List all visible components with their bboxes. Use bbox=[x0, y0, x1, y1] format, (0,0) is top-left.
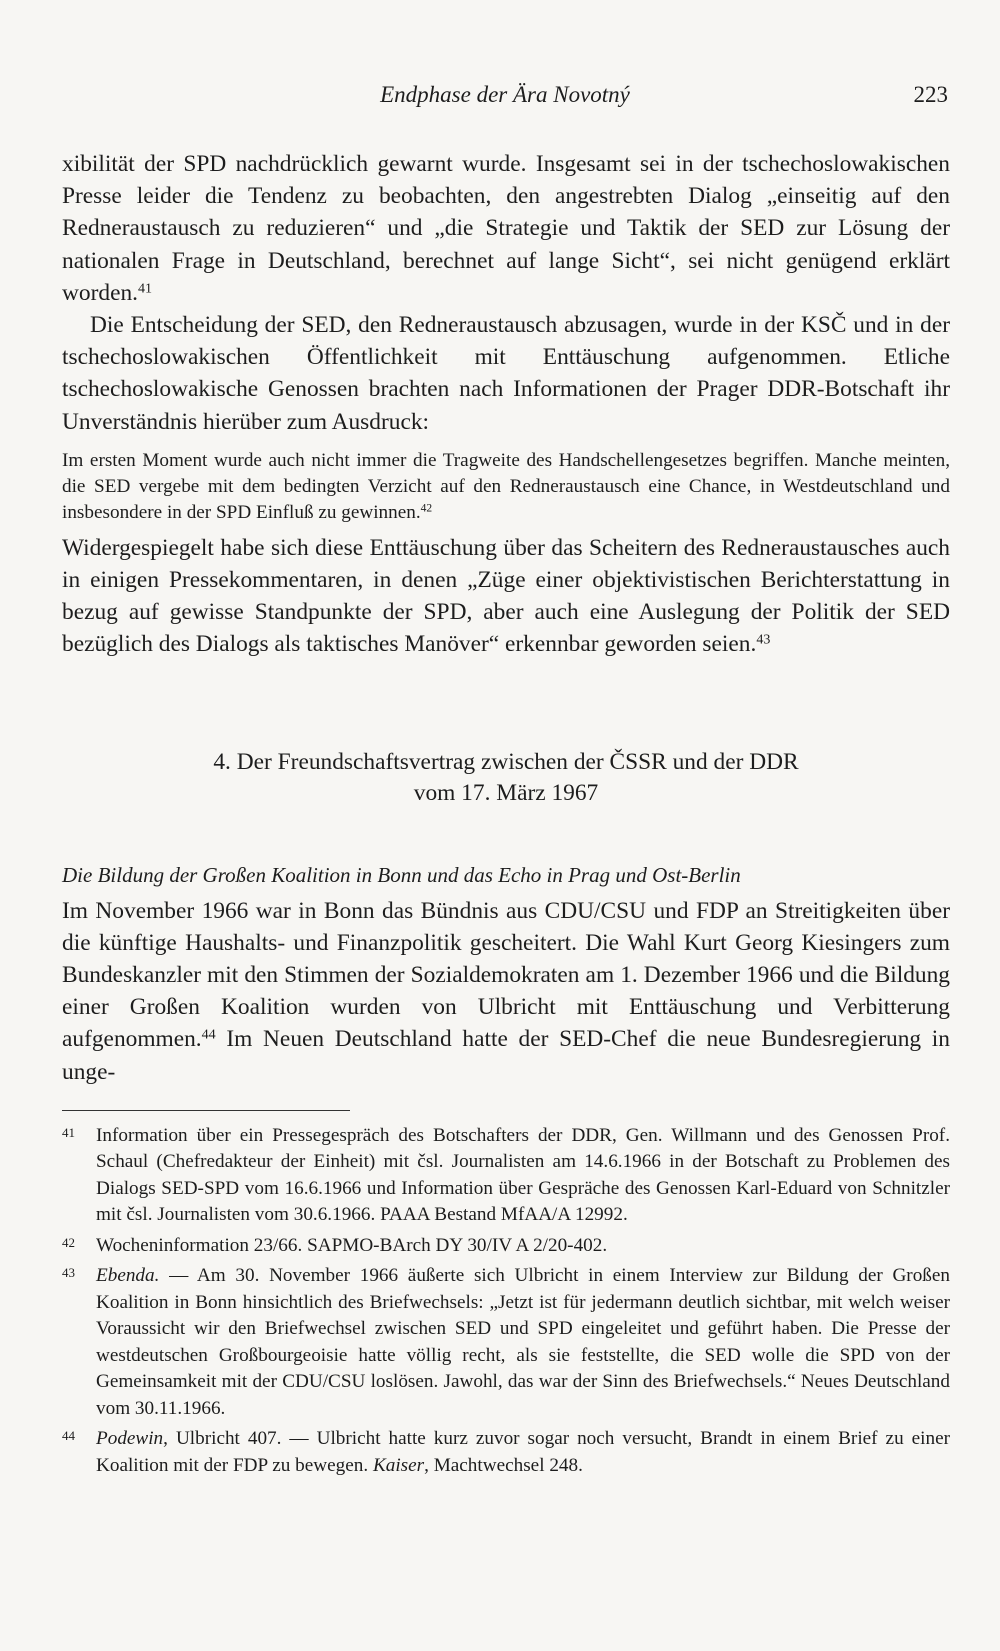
footnote-number: 41 bbox=[62, 1124, 75, 1140]
paragraph-4-text: Im November 1966 war in Bonn das Bündnis aus CDU/CSU und FDP an Streitigkeiten über die künftige Haushalts- und Finanzpolitik gescheitert. Die Wahl Kurt Georg Kiesingers zum Bundeskanzler mit den Stimmen der Sozialdemokraten am 1. Dezember 1966 und die Bildung einer Großen Koalition wurden von Ulbricht mit Enttäuschung und Verbitterung aufgenommen. bbox=[62, 897, 950, 1053]
block-quote-text: Im ersten Moment wurde auch nicht immer die Tragweite des Handschellengesetzes begriffen. Manche meinten, die SED vergebe mit dem bedingten Verzicht auf den Redneraustausch eine Chance, in Westdeutschland und insbesondere in der SPD Einfluß zu gewinnen. bbox=[62, 449, 950, 523]
subsection-heading: Die Bildung der Großen Koalition in Bonn und das Echo in Prag und Ost-Berlin bbox=[62, 862, 741, 887]
footnote-number: 44 bbox=[62, 1428, 75, 1444]
paragraph-1 bbox=[62, 148, 950, 309]
section-heading-line-2: vom 17. März 1967 bbox=[413, 779, 599, 806]
footnote-tail-author: Kaiser bbox=[372, 1454, 425, 1476]
footnote-text: Information über ein Pressegespräch des Botschafters der DDR, Gen. Willmann und des Genossen Prof. Schaul (Chefredakteur der Einheit) mit čsl. Journalisten am 14.6.1966 in der Botschaft zu Problemen des Dialogs SED-SPD vom 16.6.1966 und Information über Gespräche des Genossen Karl-Eduard von Schnitzler mit čsl. Journalisten vom 30.6.1966. PAAA Bestand MfAA/A 12992. bbox=[96, 1124, 950, 1226]
section-heading bbox=[62, 747, 950, 809]
footnotes bbox=[62, 1123, 950, 1480]
paragraph-2: Die Entscheidung der SED, den Redneraustausch abzusagen, wurde in der KSČ und in der tschechoslowakischen Öffentlichkeit mit Enttäuschung aufgenommen. Etliche tschechoslowakische Genossen brachten nach Informationen der Prager DDR-Botschaft ihr Unverständnis hierüber zum Ausdruck: bbox=[62, 312, 950, 435]
paragraph-3-text: Widergespiegelt habe sich diese Enttäuschung über das Scheitern des Redneraustausches auch in einigen Pressekommentaren, in denen „Züge einer objektivistischen Berichterstattung in bezug auf gewisse Standpunkte der SPD, aber auch eine Auslegung der Politik der SED bezüglich des Dialogs als taktisches Manöver“ erkennbar geworden seien. bbox=[62, 534, 950, 658]
footnote-number: 42 bbox=[62, 1234, 75, 1250]
footnote-text: — Am 30. November 1966 äußerte sich Ulbricht in einem Interview zur Bildung der Großen Koalition in Bonn hinsichtlich des Briefwechsels: „Jetzt ist für jedermann deutlich sichtbar, mit welch weiser Voraussicht wir den Briefwechsel zwischen SED und SPD eingeleitet und geführt haben. Die Presse der westdeutschen Großbourgeoisie hatte völlig recht, als sie feststellte, die SED wolle die SPD von der Gemeinsamkeit mit der CDU/CSU loslösen. Jawohl, das war der Sinn des Briefwechsels.“ Neues Deutschland vom 30.11.1966. bbox=[96, 1265, 950, 1419]
footnote-ref-43[interactable]: 43 bbox=[756, 631, 771, 648]
block-quote bbox=[62, 448, 950, 526]
footnote-text: , Ulbricht 407. — Ulbricht hatte kurz zuvor sogar noch versucht, Brandt in einem Brief zu einer Koalition mit der FDP zu bewegen. bbox=[96, 1428, 950, 1476]
running-title: Endphase der Ära Novotný bbox=[380, 82, 630, 107]
footnote-41 bbox=[62, 1123, 950, 1229]
paragraph-4-tail: Im Neuen Deutschland hatte der SED-Chef die neue Bundesregierung in unge- bbox=[62, 1026, 950, 1085]
body-text bbox=[62, 148, 950, 1483]
page-number: 223 bbox=[913, 82, 948, 107]
footnote-tail: , Machtwechsel 248. bbox=[424, 1454, 583, 1476]
footnote-lead: Podewin bbox=[96, 1428, 164, 1450]
footnote-44 bbox=[62, 1426, 950, 1479]
footnote-ref-42[interactable]: 42 bbox=[420, 502, 433, 515]
footnote-separator bbox=[62, 1110, 350, 1111]
footnote-43 bbox=[62, 1263, 950, 1422]
page-header bbox=[62, 82, 948, 118]
footnote-ref-44[interactable]: 44 bbox=[201, 1026, 216, 1043]
paragraph-3 bbox=[62, 532, 950, 661]
paragraph-1-text: xibilität der SPD nachdrücklich gewarnt wurde. Insgesamt sei in der tschechoslowakischen Presse leider die Tendenz zu beobachten, den angestrebten Dialog „einseitig auf den Redneraustausch zu reduzieren“ und „die Strategie und Taktik der SED zur Lösung der nationalen Frage in Deutschland, berechnet auf lange Sicht“, sei nicht genügend erklärt worden. bbox=[62, 151, 950, 306]
section-heading-line-1: 4. Der Freundschaftsvertrag zwischen der ČSSR und der DDR bbox=[213, 748, 799, 775]
footnote-text: Wocheninformation 23/66. SAPMO-BArch DY 30/IV A 2/20-402. bbox=[96, 1234, 608, 1256]
footnote-42 bbox=[62, 1233, 950, 1260]
footnote-lead: Ebenda. bbox=[96, 1265, 160, 1287]
footnote-ref-41[interactable]: 41 bbox=[138, 280, 153, 297]
footnote-number: 43 bbox=[62, 1265, 75, 1281]
paragraph-4 bbox=[62, 895, 950, 1088]
